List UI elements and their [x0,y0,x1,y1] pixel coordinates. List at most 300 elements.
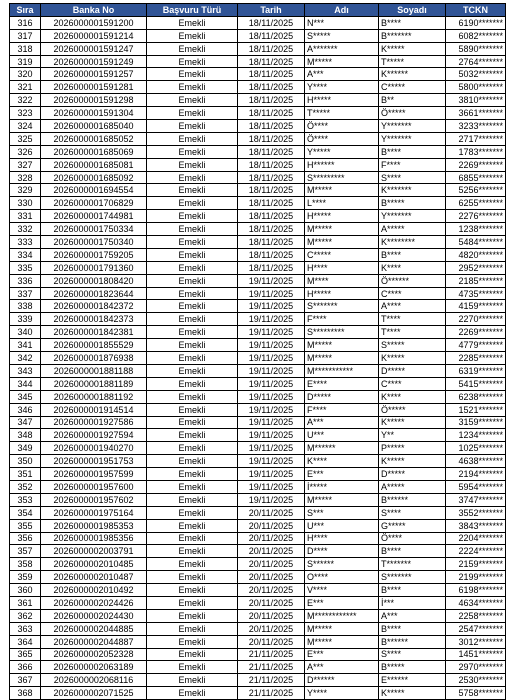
cell-basvuru-turu: Emekli [147,506,238,519]
cell-tckn: 1783******* [446,145,506,158]
table-row [10,261,506,274]
cell-sira: 344 [10,377,41,390]
cell-adi: Y***** [305,145,379,158]
cell-soyadi: Ö**** [379,532,446,545]
table-row [10,197,506,210]
table-row [10,674,506,687]
cell-soyadi: K******* [379,184,446,197]
cell-tckn: 6319******* [446,364,506,377]
cell-adi: S*** [305,506,379,519]
table-row [10,635,506,648]
cell-basvuru-turu: Emekli [147,480,238,493]
cell-basvuru-turu: Emekli [147,635,238,648]
cell-banka-no: 2026000001927594 [41,429,147,442]
cell-adi: M************ [305,609,379,622]
cell-sira: 354 [10,506,41,519]
cell-banka-no: 2026000001957599 [41,468,147,481]
cell-tarih: 21/11/2025 [238,648,305,661]
cell-sira: 358 [10,558,41,571]
cell-sira: 332 [10,223,41,236]
cell-basvuru-turu: Emekli [147,648,238,661]
cell-tckn: 5032******* [446,68,506,81]
cell-sira: 349 [10,442,41,455]
cell-tarih: 18/11/2025 [238,236,305,249]
cell-basvuru-turu: Emekli [147,223,238,236]
cell-banka-no: 2026000001975164 [41,506,147,519]
cell-sira: 368 [10,687,41,700]
cell-soyadi: S******* [379,571,446,584]
cell-tckn: 4735******* [446,287,506,300]
cell-sira: 367 [10,674,41,687]
cell-basvuru-turu: Emekli [147,558,238,571]
cell-tarih: 19/11/2025 [238,493,305,506]
cell-adi: M***** [305,184,379,197]
cell-soyadi: F**** [379,158,446,171]
cell-banka-no: 2026000001927586 [41,416,147,429]
cell-banka-no: 2026000001591257 [41,68,147,81]
cell-banka-no: 2026000001685052 [41,132,147,145]
cell-tckn: 3552******* [446,506,506,519]
cell-tarih: 20/11/2025 [238,532,305,545]
cell-adi: A*** [305,68,379,81]
table-row [10,390,506,403]
cell-tarih: 19/11/2025 [238,339,305,352]
cell-tckn: 4634******* [446,596,506,609]
cell-adi: S****** [305,558,379,571]
cell-soyadi: Y** [379,429,446,442]
cell-sira: 319 [10,55,41,68]
table-row [10,571,506,584]
cell-adi: M***** [305,223,379,236]
table-row [10,687,506,700]
cell-tarih: 20/11/2025 [238,622,305,635]
cell-basvuru-turu: Emekli [147,622,238,635]
col-header-adi: Adı [305,4,379,17]
table-row [10,223,506,236]
col-header-tckn: TCKN [446,4,506,17]
cell-tarih: 20/11/2025 [238,519,305,532]
cell-soyadi: T******* [379,558,446,571]
cell-basvuru-turu: Emekli [147,55,238,68]
cell-basvuru-turu: Emekli [147,674,238,687]
cell-tckn: 2258******* [446,609,506,622]
cell-banka-no: 2026000001750334 [41,223,147,236]
cell-banka-no: 2026000002063189 [41,661,147,674]
cell-tarih: 19/11/2025 [238,274,305,287]
cell-banka-no: 2026000002010487 [41,571,147,584]
table-row [10,236,506,249]
cell-adi: M*********** [305,364,379,377]
cell-adi: N*** [305,16,379,29]
cell-tckn: 3810******* [446,94,506,107]
cell-tarih: 19/11/2025 [238,403,305,416]
cell-tckn: 2194******* [446,468,506,481]
cell-basvuru-turu: Emekli [147,352,238,365]
cell-basvuru-turu: Emekli [147,339,238,352]
cell-tarih: 18/11/2025 [238,94,305,107]
cell-tarih: 19/11/2025 [238,468,305,481]
applicant-table-container [9,3,505,700]
cell-basvuru-turu: Emekli [147,429,238,442]
cell-basvuru-turu: Emekli [147,468,238,481]
table-row [10,364,506,377]
table-row [10,403,506,416]
cell-sira: 337 [10,287,41,300]
table-row [10,493,506,506]
cell-banka-no: 2026000001914514 [41,403,147,416]
cell-adi: F**** [305,313,379,326]
cell-soyadi: K***** [379,352,446,365]
cell-sira: 363 [10,622,41,635]
cell-sira: 336 [10,274,41,287]
cell-soyadi: B**** [379,545,446,558]
cell-soyadi: T**** [379,313,446,326]
cell-soyadi: B****** [379,635,446,648]
cell-basvuru-turu: Emekli [147,274,238,287]
cell-banka-no: 2026000002071525 [41,687,147,700]
cell-tarih: 18/11/2025 [238,107,305,120]
cell-tckn: 3843******* [446,519,506,532]
cell-tckn: 5800******* [446,81,506,94]
cell-tckn: 5758******* [446,687,506,700]
cell-tarih: 21/11/2025 [238,674,305,687]
cell-tckn: 2269******* [446,326,506,339]
table-row [10,622,506,635]
cell-sira: 334 [10,248,41,261]
cell-adi: Y**** [305,687,379,700]
cell-tarih: 18/11/2025 [238,29,305,42]
cell-banka-no: 2026000001985353 [41,519,147,532]
cell-tarih: 18/11/2025 [238,120,305,133]
cell-adi: Y**** [305,81,379,94]
cell-soyadi: C**** [379,377,446,390]
cell-soyadi: D***** [379,468,446,481]
cell-banka-no: 2026000001855529 [41,339,147,352]
cell-adi: C***** [305,248,379,261]
cell-tckn: 5484******* [446,236,506,249]
cell-banka-no: 2026000001791360 [41,261,147,274]
cell-tarih: 20/11/2025 [238,558,305,571]
cell-tarih: 19/11/2025 [238,416,305,429]
cell-sira: 333 [10,236,41,249]
table-row [10,416,506,429]
cell-tarih: 20/11/2025 [238,609,305,622]
cell-soyadi: B**** [379,248,446,261]
cell-sira: 316 [10,16,41,29]
cell-banka-no: 2026000001706829 [41,197,147,210]
table-body [10,16,506,699]
cell-sira: 321 [10,81,41,94]
cell-tckn: 1451******* [446,648,506,661]
cell-tckn: 3233******* [446,120,506,133]
cell-tarih: 19/11/2025 [238,287,305,300]
cell-tckn: 2952******* [446,261,506,274]
table-row [10,55,506,68]
cell-basvuru-turu: Emekli [147,248,238,261]
cell-adi: İ***** [305,480,379,493]
cell-soyadi: B**** [379,145,446,158]
cell-banka-no: 2026000001842372 [41,300,147,313]
cell-soyadi: P***** [379,442,446,455]
cell-sira: 356 [10,532,41,545]
table-row [10,545,506,558]
cell-tckn: 3747******* [446,493,506,506]
cell-soyadi: Ö***** [379,107,446,120]
table-row [10,442,506,455]
cell-sira: 317 [10,29,41,42]
cell-adi: M***** [305,622,379,635]
table-row [10,596,506,609]
cell-banka-no: 2026000001842373 [41,313,147,326]
cell-tckn: 2185******* [446,274,506,287]
table-row [10,274,506,287]
cell-tarih: 20/11/2025 [238,584,305,597]
cell-banka-no: 2026000001957600 [41,480,147,493]
cell-basvuru-turu: Emekli [147,584,238,597]
cell-soyadi: A**** [379,300,446,313]
cell-adi: M***** [305,352,379,365]
cell-tarih: 20/11/2025 [238,596,305,609]
cell-banka-no: 2026000001759205 [41,248,147,261]
cell-tarih: 21/11/2025 [238,661,305,674]
cell-tckn: 4159******* [446,300,506,313]
cell-tckn: 6238******* [446,390,506,403]
table-row [10,480,506,493]
cell-soyadi: B***** [379,661,446,674]
cell-adi: U*** [305,429,379,442]
cell-tckn: 5954******* [446,480,506,493]
cell-sira: 324 [10,120,41,133]
cell-sira: 323 [10,107,41,120]
cell-basvuru-turu: Emekli [147,68,238,81]
table-row [10,81,506,94]
cell-basvuru-turu: Emekli [147,210,238,223]
cell-sira: 357 [10,545,41,558]
col-header-tarih: Tarih [238,4,305,17]
cell-basvuru-turu: Emekli [147,390,238,403]
cell-sira: 351 [10,468,41,481]
cell-adi: H**** [305,261,379,274]
cell-soyadi: K***** [379,455,446,468]
cell-banka-no: 2026000001881188 [41,364,147,377]
cell-tarih: 18/11/2025 [238,145,305,158]
cell-adi: V**** [305,584,379,597]
cell-tarih: 18/11/2025 [238,16,305,29]
cell-adi: U*** [305,519,379,532]
cell-adi: H***** [305,210,379,223]
cell-basvuru-turu: Emekli [147,107,238,120]
col-header-sira: Sıra [10,4,41,17]
cell-adi: K**** [305,455,379,468]
col-header-soyadi: Soyadı [379,4,446,17]
cell-tckn: 3661******* [446,107,506,120]
cell-adi: O**** [305,571,379,584]
cell-tckn: 6082******* [446,29,506,42]
cell-sira: 365 [10,648,41,661]
cell-basvuru-turu: Emekli [147,313,238,326]
cell-tarih: 21/11/2025 [238,687,305,700]
cell-adi: M***** [305,339,379,352]
cell-soyadi: B***** [379,197,446,210]
cell-adi: Ö**** [305,120,379,133]
cell-tarih: 19/11/2025 [238,352,305,365]
cell-basvuru-turu: Emekli [147,403,238,416]
cell-basvuru-turu: Emekli [147,687,238,700]
cell-banka-no: 2026000001591304 [41,107,147,120]
cell-tckn: 5890******* [446,42,506,55]
cell-soyadi: G***** [379,519,446,532]
cell-tckn: 4820******* [446,248,506,261]
cell-tarih: 19/11/2025 [238,455,305,468]
table-row [10,145,506,158]
cell-basvuru-turu: Emekli [147,364,238,377]
cell-adi: H***** [305,94,379,107]
cell-sira: 341 [10,339,41,352]
cell-sira: 331 [10,210,41,223]
table-row [10,210,506,223]
cell-tckn: 2530******* [446,674,506,687]
cell-banka-no: 2026000001591214 [41,29,147,42]
cell-tarih: 20/11/2025 [238,545,305,558]
cell-tarih: 18/11/2025 [238,197,305,210]
cell-adi: D**** [305,545,379,558]
table-row [10,300,506,313]
cell-soyadi: C***** [379,81,446,94]
cell-banka-no: 2026000001876938 [41,352,147,365]
table-row [10,171,506,184]
cell-sira: 361 [10,596,41,609]
col-header-banka-no: Banka No [41,4,147,17]
cell-tckn: 1234******* [446,429,506,442]
cell-tckn: 5256******* [446,184,506,197]
cell-tckn: 2764******* [446,55,506,68]
cell-sira: 320 [10,68,41,81]
cell-basvuru-turu: Emekli [147,326,238,339]
cell-adi: S********* [305,171,379,184]
cell-soyadi: S**** [379,648,446,661]
cell-tarih: 18/11/2025 [238,210,305,223]
cell-banka-no: 2026000002003791 [41,545,147,558]
cell-soyadi: Y******* [379,132,446,145]
cell-sira: 348 [10,429,41,442]
cell-soyadi: B****** [379,493,446,506]
cell-soyadi: A*** [379,609,446,622]
table-row [10,468,506,481]
cell-tarih: 19/11/2025 [238,326,305,339]
cell-tckn: 4779******* [446,339,506,352]
cell-adi: S********* [305,326,379,339]
cell-sira: 359 [10,571,41,584]
cell-tckn: 2224******* [446,545,506,558]
cell-soyadi: T**** [379,326,446,339]
cell-basvuru-turu: Emekli [147,120,238,133]
cell-soyadi: E****** [379,674,446,687]
table-row [10,429,506,442]
table-row [10,519,506,532]
cell-soyadi: K**** [379,261,446,274]
cell-adi: A*** [305,661,379,674]
cell-sira: 326 [10,145,41,158]
cell-banka-no: 2026000001685081 [41,158,147,171]
cell-soyadi: K****** [379,68,446,81]
cell-basvuru-turu: Emekli [147,571,238,584]
cell-banka-no: 2026000001808420 [41,274,147,287]
cell-basvuru-turu: Emekli [147,442,238,455]
cell-sira: 335 [10,261,41,274]
cell-sira: 352 [10,480,41,493]
cell-soyadi: S***** [379,339,446,352]
cell-soyadi: B******* [379,29,446,42]
cell-banka-no: 2026000001823644 [41,287,147,300]
cell-basvuru-turu: Emekli [147,81,238,94]
cell-soyadi: K**** [379,390,446,403]
cell-adi: S******* [305,300,379,313]
cell-banka-no: 2026000001750340 [41,236,147,249]
cell-basvuru-turu: Emekli [147,42,238,55]
cell-soyadi: B**** [379,622,446,635]
cell-sira: 346 [10,403,41,416]
table-row [10,94,506,107]
cell-banka-no: 2026000001957602 [41,493,147,506]
cell-sira: 338 [10,300,41,313]
cell-adi: D***** [305,390,379,403]
cell-sira: 345 [10,390,41,403]
cell-tarih: 18/11/2025 [238,42,305,55]
cell-soyadi: S**** [379,171,446,184]
cell-banka-no: 2026000001881189 [41,377,147,390]
cell-soyadi: C**** [379,287,446,300]
cell-banka-no: 2026000002024426 [41,596,147,609]
cell-tckn: 2285******* [446,352,506,365]
cell-tckn: 1025******* [446,442,506,455]
cell-adi: M****** [305,442,379,455]
table-row [10,313,506,326]
cell-soyadi: Y******* [379,210,446,223]
cell-soyadi: D***** [379,364,446,377]
cell-tckn: 2199******* [446,571,506,584]
cell-sira: 340 [10,326,41,339]
cell-banka-no: 2026000002010485 [41,558,147,571]
cell-soyadi: B**** [379,16,446,29]
cell-basvuru-turu: Emekli [147,158,238,171]
cell-sira: 342 [10,352,41,365]
cell-banka-no: 2026000001744981 [41,210,147,223]
cell-sira: 330 [10,197,41,210]
cell-banka-no: 2026000001685069 [41,145,147,158]
cell-adi: Ö**** [305,132,379,145]
cell-soyadi: T***** [379,55,446,68]
cell-banka-no: 2026000002044887 [41,635,147,648]
cell-basvuru-turu: Emekli [147,532,238,545]
cell-tarih: 19/11/2025 [238,377,305,390]
cell-tarih: 20/11/2025 [238,571,305,584]
cell-soyadi: B** [379,94,446,107]
cell-adi: H**** [305,532,379,545]
table-row [10,455,506,468]
cell-sira: 362 [10,609,41,622]
table-row [10,120,506,133]
cell-tckn: 5415******* [446,377,506,390]
cell-soyadi: Ö****** [379,274,446,287]
cell-soyadi: A***** [379,480,446,493]
cell-basvuru-turu: Emekli [147,519,238,532]
cell-soyadi: B**** [379,584,446,597]
cell-basvuru-turu: Emekli [147,197,238,210]
cell-basvuru-turu: Emekli [147,300,238,313]
cell-banka-no: 2026000001685092 [41,171,147,184]
table-row [10,326,506,339]
cell-banka-no: 2026000001940270 [41,442,147,455]
